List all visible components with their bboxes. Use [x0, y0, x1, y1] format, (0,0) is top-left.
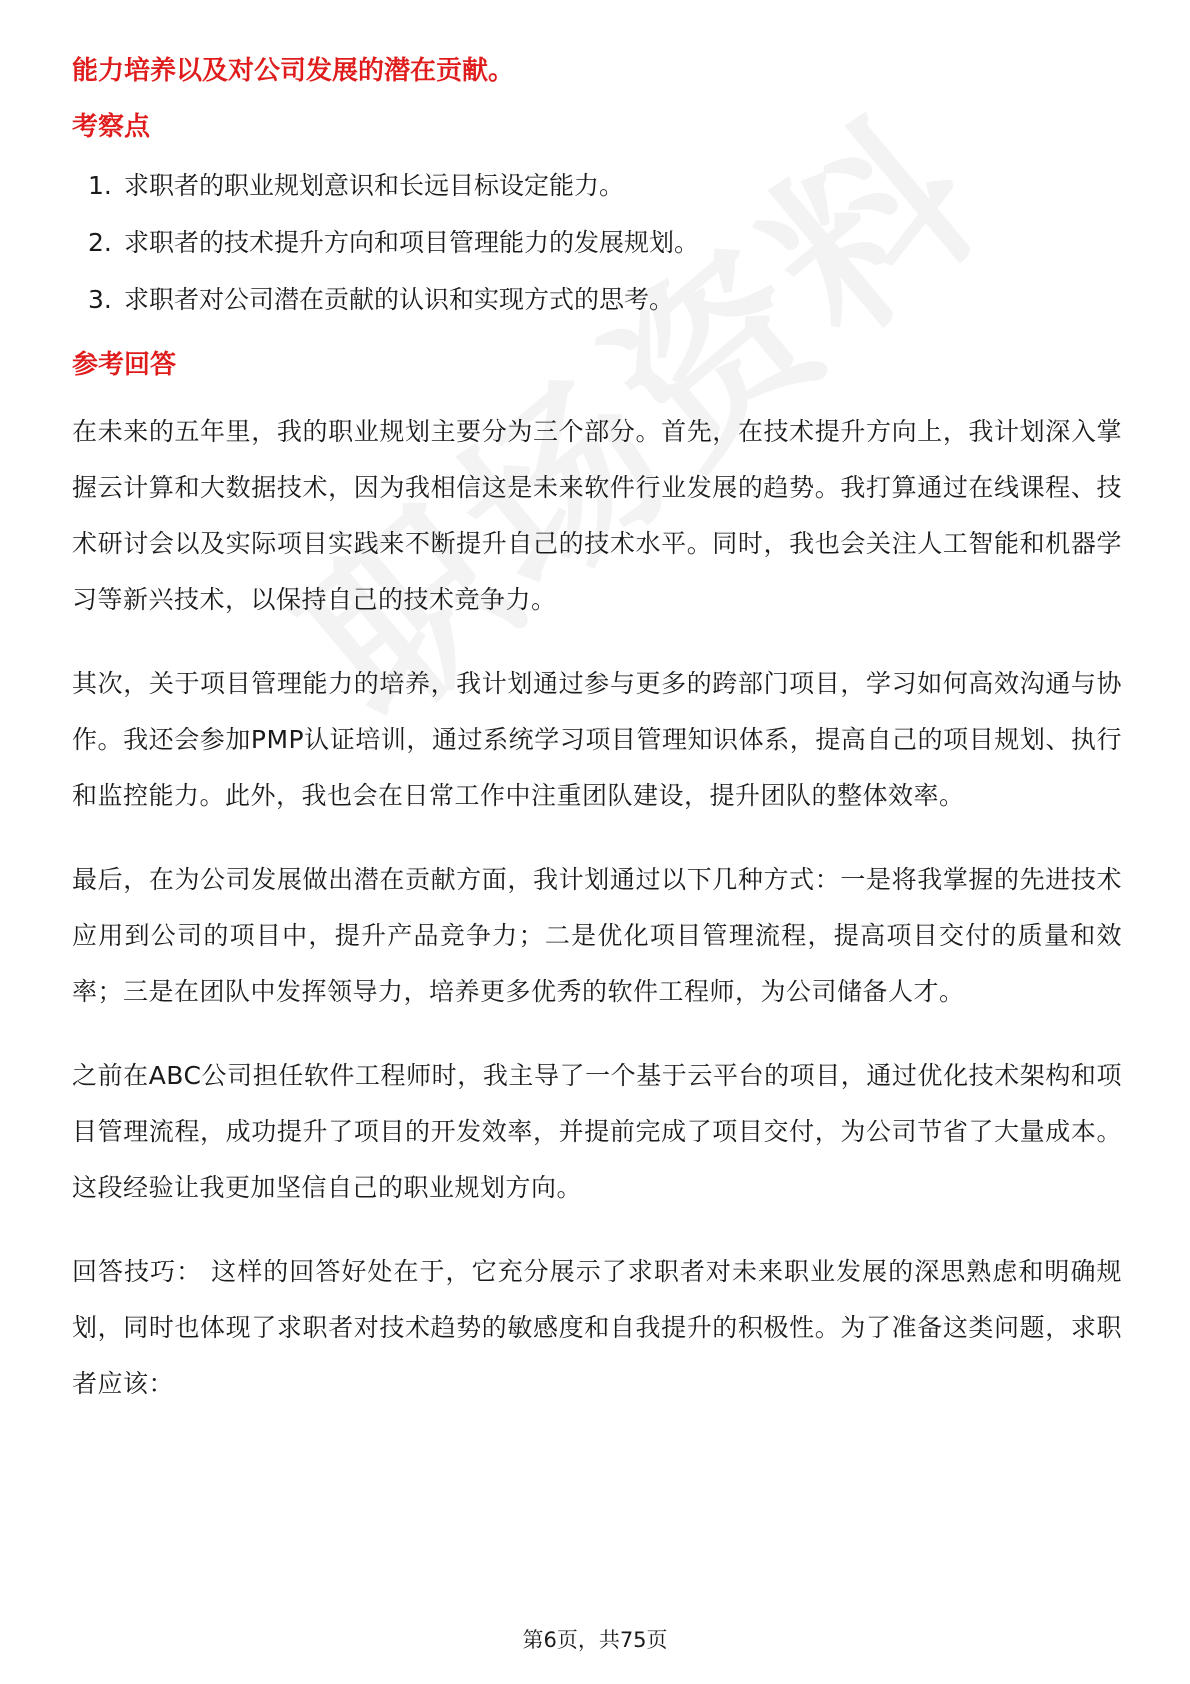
list-item: [88, 168, 1122, 204]
list-item: [88, 225, 1122, 261]
key-points-heading: 考察点: [72, 112, 151, 142]
list-item-text: 求职者对公司潜在贡献的认识和实现方式的思考。: [124, 285, 675, 314]
answer-paragraph-4: 之前在ABC公司担任软件工程师时，我主导了一个基于云平台的项目，通过优化技术架构和项目管理流程，成功提升了项目的开发效率，并提前完成了项目交付，为公司节省了大量成本。这段经验让我更加坚信自己的职业规划方向。: [72, 1061, 1122, 1202]
answer-tips-paragraph: 回答技巧： 这样的回答好处在于，它充分展示了求职者对未来职业发展的深思熟虑和明确规划，同时也体现了求职者对技术趋势的敏感度和自我提升的积极性。为了准备这类问题，求职者应该：: [72, 1257, 1122, 1398]
list-item-text: 求职者的职业规划意识和长远目标设定能力。: [124, 171, 625, 200]
list-item-number: 3.: [88, 285, 112, 314]
reference-answer-heading: 参考回答: [72, 350, 177, 380]
list-item-number: 1.: [88, 171, 112, 200]
answer-paragraph-2: 其次，关于项目管理能力的培养，我计划通过参与更多的跨部门项目，学习如何高效沟通与协作。我还会参加PMP认证培训，通过系统学习项目管理知识体系，提高自己的项目规划、执行和监控能力。此外，我也会在日常工作中注重团队建设，提升团队的整体效率。: [72, 669, 1122, 810]
list-item-text: 求职者的技术提升方向和项目管理能力的发展规划。: [124, 228, 700, 257]
key-points-list: [72, 168, 1122, 318]
list-item-number: 2.: [88, 228, 112, 257]
list-item: [88, 282, 1122, 318]
answer-paragraph-1: 在未来的五年里，我的职业规划主要分为三个部分。首先，在技术提升方向上，我计划深入掌握云计算和大数据技术，因为我相信这是未来软件行业发展的趋势。我打算通过在线课程、技术研讨会以及实际项目实践来不断提升自己的技术水平。同时，我也会关注人工智能和机器学习等新兴技术，以保持自己的技术竞争力。: [72, 417, 1122, 614]
page-number: 第6页，共75页: [522, 1628, 668, 1652]
intro-line: 能力培养以及对公司发展的潜在贡献。: [72, 56, 515, 86]
answer-paragraph-3: 最后，在为公司发展做出潜在贡献方面，我计划通过以下几种方式：一是将我掌握的先进技术应用到公司的项目中，提升产品竞争力；二是优化项目管理流程，提高项目交付的质量和效率；三是在团队中发挥领导力，培养更多优秀的软件工程师，为公司储备人才。: [72, 865, 1122, 1006]
document-content: [72, 52, 1122, 1440]
